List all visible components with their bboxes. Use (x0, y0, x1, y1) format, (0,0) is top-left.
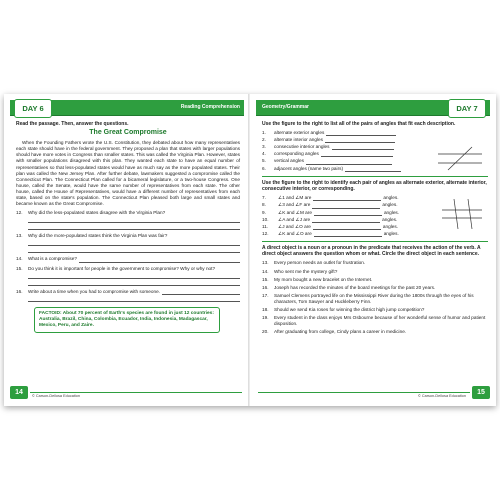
list-item: 10. ∠A and ∠J are angles. (262, 216, 398, 222)
answer-line[interactable] (28, 223, 240, 230)
answer-line[interactable] (312, 217, 380, 223)
answer-line[interactable] (314, 210, 382, 216)
list-item: 7. ∠1 and ∠M are angles. (262, 195, 399, 201)
answer-line[interactable] (325, 137, 395, 143)
answer-line[interactable] (28, 279, 240, 286)
answer-line[interactable] (28, 246, 240, 253)
workbook-spread (4, 94, 496, 406)
passage-title: The Great Compromise (89, 129, 167, 137)
section-label: Reading Comprehension (180, 104, 240, 110)
footer-rule (258, 392, 470, 393)
sentence-item: 17. Samuel Clemens portrayed life on the Mississippi River during the 1800s through the eyes of his characters, Tom Sawyer and Huckleberry Finn. (262, 292, 474, 304)
answer-line[interactable] (28, 272, 240, 279)
answer-line[interactable] (79, 256, 240, 262)
answer-line[interactable] (313, 224, 381, 230)
list-item: 11. ∠J and ∠O are angles. (262, 223, 399, 229)
parallel-lines-figure-1 (436, 146, 484, 172)
sentence-item: 18. Should we send Kia roses for winning the district high jump competition? (262, 306, 425, 312)
question-item: 13. Why did the more-populated states think the Virginia Plan was fair? (16, 233, 168, 239)
list-item: 1. alternate exterior angles (262, 130, 488, 136)
list-item: 9. ∠K and ∠M are angles. (262, 209, 400, 215)
answer-line[interactable] (332, 144, 394, 150)
list-item: 2. alternate interior angles (262, 137, 488, 143)
instruction: Read the passage. Then, answer the questions. (16, 121, 129, 127)
sentence-item: 13. Every person needs an outlet for frustration. (262, 260, 366, 266)
parallel-lines-figure-2 (440, 198, 484, 230)
answer-line[interactable] (28, 239, 240, 246)
sentence-item: 19. Every student in the class enjoys Mrs Osbourne because of her wonderful sense of humor and patient disposition. (262, 315, 486, 327)
instruction: Use the figure to the right to identify each pair of angles as alternate exterior, alternate interior, consecutive interior, or corresponding. (262, 180, 487, 193)
list-item: 8. ∠3 and ∠F are angles. (262, 202, 398, 208)
question-item: 12. Why did the less-populated states disagree with the Virginia Plan? (16, 210, 166, 216)
list-item: 12. ∠K and ∠O are angles. (262, 230, 399, 236)
factoid-box: FACTOID: About 70 percent of Earth's species are found in just 12 countries: Australia, Brazil, China, Colombia, Ecuador, India, Indonesia, Madagascar, Mexico, Peru, and Zaire. (34, 307, 220, 333)
left-content (16, 121, 240, 333)
list-item: 3. consecutive interior angles (262, 144, 488, 150)
answer-line[interactable] (162, 289, 240, 295)
instruction: A direct object is a noun or a pronoun in the predicate that receives the action of the verb. A direct object answers the question whom or what. Circle the direct object in each sentence. (262, 245, 481, 258)
sentence-list (262, 260, 488, 335)
answer-line[interactable] (314, 231, 382, 237)
answer-line[interactable] (321, 151, 393, 157)
header-band (10, 100, 244, 116)
answer-line[interactable] (306, 159, 392, 165)
passage-text: When the Founding Fathers wrote the U.S. Constitution, they debated about how many representatives each state should have in the federal government. They proposed a plan that states with larger populations should have more votes in Congress than smaller states. This was called the Virginia Plan. However, states with smaller populations disagreed with this plan. They wanted each state to have an equal number of representatives so that less-populated states would have as much say as the more populated states. Their plan was called the New Jersey Plan. After further debate, lawmakers suggested a compromise called the Connecticut Plan. The Connecticut Plan called for a bicameral legislature, or a two-house Congress. One house, called the Senate, would have the same number of representatives from each state. The other house, called the House of Representatives, would have a different number of representatives from each state, based on the state's population. The Connecticut Plan pleased both large and small states and became known as the Great Compromise. (16, 140, 240, 207)
question-item: 16. Write about a time when you had to compromise with someone. (16, 289, 240, 295)
right-page (250, 94, 496, 406)
answer-line[interactable] (312, 203, 380, 209)
question-item: 14. What is a compromise? (16, 256, 240, 262)
day-tab: DAY 6 (14, 99, 52, 118)
answer-line[interactable] (28, 295, 240, 302)
section-divider (262, 176, 488, 178)
day-tab: DAY 7 (448, 99, 486, 118)
footer-rule (30, 392, 242, 393)
sentence-item: 15. My mom bought a new bracelet on the Internet. (262, 276, 373, 282)
section-label: Geometry/Grammar (262, 104, 309, 110)
list-item: 4. corresponding angles (262, 151, 488, 157)
copyright: © Carson-Dellosa Education (418, 394, 466, 398)
answer-line[interactable] (28, 216, 240, 223)
list-item: 5. vertical angles (262, 158, 488, 164)
left-page (4, 94, 250, 406)
sentence-item: 20. After graduating from college, Cindy plans a career in medicine. (262, 329, 407, 335)
page-number: 15 (472, 386, 490, 399)
section-divider (262, 241, 488, 243)
answer-line[interactable] (345, 166, 401, 172)
instruction: Use the figure to the right to list all of the pairs of angles that fit each description. (262, 121, 456, 127)
list-item: 6. adjacent angles (name two pairs) (262, 166, 488, 172)
answer-line[interactable] (313, 195, 381, 201)
page-number: 14 (10, 386, 28, 399)
sentence-item: 16. Joseph has recorded the minutes of the board meetings for the past 20 years. (262, 284, 436, 290)
answer-line[interactable] (326, 130, 396, 136)
header-band (256, 100, 490, 116)
question-item: 15. Do you think it is important for people in the government to compromise? Why or why not? (16, 265, 216, 271)
sentence-item: 14. Who sent me the mystery gift? (262, 268, 338, 274)
copyright: © Carson-Dellosa Education (32, 394, 80, 398)
